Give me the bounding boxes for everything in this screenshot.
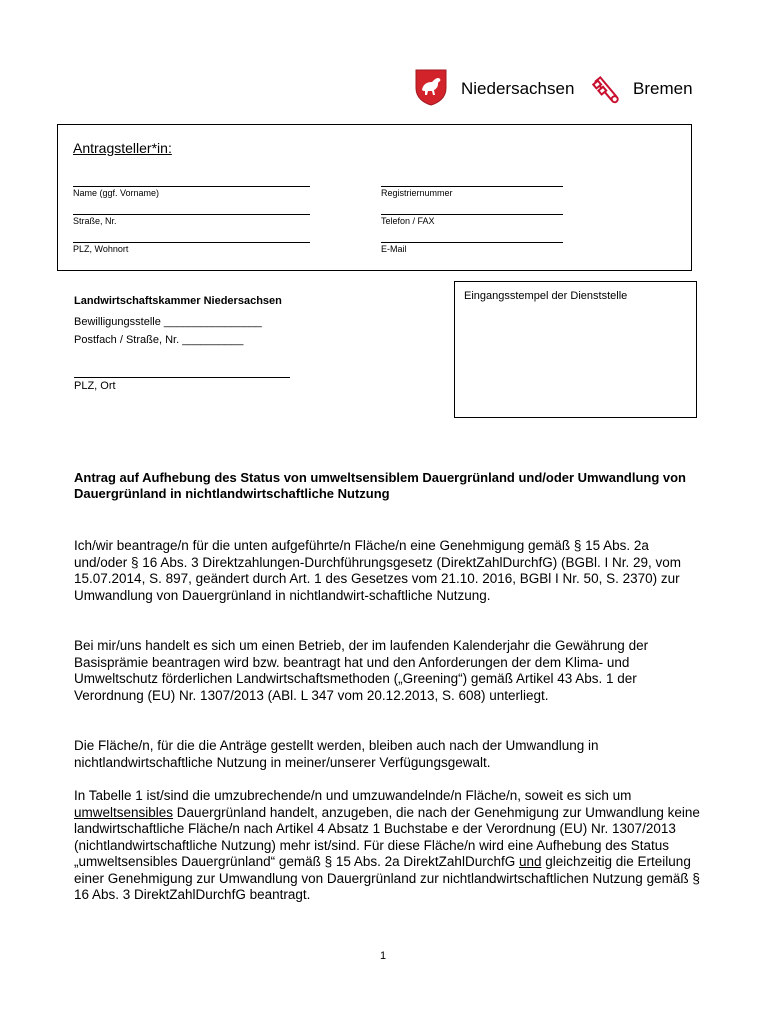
- document-title: Antrag auf Aufhebung des Status von umweltsensiblem Dauergrünland und/oder Umwandlung von Dauergrünland in nichtlandwirtschaftliche Nutzung: [74, 470, 687, 501]
- name-field-label: Name (ggf. Vorname): [73, 188, 160, 198]
- street-field-line[interactable]: [73, 214, 310, 215]
- state-bremen: Bremen: [633, 79, 693, 98]
- city-field-label: PLZ, Wohnort: [73, 244, 129, 254]
- paragraph-4: [74, 788, 700, 904]
- paragraph-4-underlined-term: umweltsensibles: [74, 804, 174, 820]
- paragraph-3: Die Fläche/n, für die die Anträge gestellt werden, bleiben auch nach der Umwandlung in nichtlandwirtschaftliche Nutzung in meiner/unserer Verfügungsgewalt.: [74, 738, 599, 770]
- recipient-name: Landwirtschaftskammer Niedersachsen: [74, 295, 282, 307]
- email-field-label: E-Mail: [381, 244, 407, 254]
- registry-field-line[interactable]: [381, 186, 563, 187]
- phone-field-label: Telefon / FAX: [381, 216, 435, 226]
- paragraph-1: Ich/wir beantrage/n für die unten aufgeführte/n Fläche/n eine Genehmigung gemäß § 15 Abs. 2a und/oder § 16 Abs. 3 Direktzahlungen-Durchführungsgesetz (DirektZahlDurchfG) (BGBl. I Nr. 29, vom 15.07.2014, S. 897, geändert durch Art. 1 des Gesetzes vom 21.10. 2016, BGBl I Nr. 50, S. 2370) zur Umwandlung von Dauergrünland in nichtlandwirt-schaftliche Nutzung.: [74, 538, 682, 603]
- recipient-postbox: Postfach / Straße, Nr. __________: [74, 334, 244, 346]
- niedersachsen-coat-of-arms-icon: [414, 68, 448, 106]
- applicant-title: Antragsteller*in:: [73, 140, 172, 156]
- paragraph-2: Bei mir/uns handelt es sich um einen Betrieb, der im laufenden Kalenderjahr die Gewährung der Basisprämie beantragen wird bzw. beantragt hat und den Anforderungen der dem Klima- und Umweltschutz förderlichen Landwirtschaftsmethoden („Greening“) gemäß Artikel 43 Abs. 1 der Verordnung (EU) Nr. 1307/2013 (ABl. L 347 vom 20.12.2013, S. 608) unterliegt.: [74, 638, 649, 703]
- paragraph-4-part-c: Dauergrünland handelt, anzugeben, die nach der Genehmigung zur Umwandlung keine landwirtschaftliche Fläche/n nach Artikel 4 Absatz 1 Buchstabe e der Verordnung (EU) Nr. 1307/2013 (nichtlandwirtschaftliche Nutzung) mehr ist/sind. Für diese Fläche/n wird eine Aufhebung des Status „umweltsensibles Dauergrünland“ gemäß § 15 Abs. 2a DirektZahlDurchfG: [74, 804, 700, 869]
- paragraph-4-part-e: gleichzeitig die Erteilung einer Genehmigung zur Umwandlung von Dauergrünland zur nichtlandwirtschaftlichen Nutzung gemäß § 16 Abs. 3 DirektZahlDurchfG beantragt.: [74, 854, 700, 902]
- registry-field-label: Registriernummer: [381, 188, 453, 198]
- recipient-place-label: PLZ, Ort: [74, 380, 116, 392]
- state-niedersachsen: Niedersachsen: [461, 79, 575, 98]
- recipient-office: Bewilligungsstelle ________________: [74, 316, 262, 328]
- paragraph-4-part-a: In Tabelle 1 ist/sind die umzubrechende/n und umzuwandelnde/n Fläche/n, soweit es sich um: [74, 788, 632, 803]
- name-field-line[interactable]: [73, 186, 310, 187]
- phone-field-line[interactable]: [381, 214, 563, 215]
- city-field-line[interactable]: [73, 242, 310, 243]
- bremen-key-icon: [592, 73, 622, 107]
- email-field-line[interactable]: [381, 242, 563, 243]
- street-field-label: Straße, Nr.: [73, 216, 117, 226]
- recipient-place-line[interactable]: [74, 377, 290, 378]
- stamp-label: Eingangsstempel der Dienststelle: [464, 290, 628, 302]
- page-number: 1: [380, 950, 387, 962]
- paragraph-4-underlined-und: und: [518, 854, 542, 869]
